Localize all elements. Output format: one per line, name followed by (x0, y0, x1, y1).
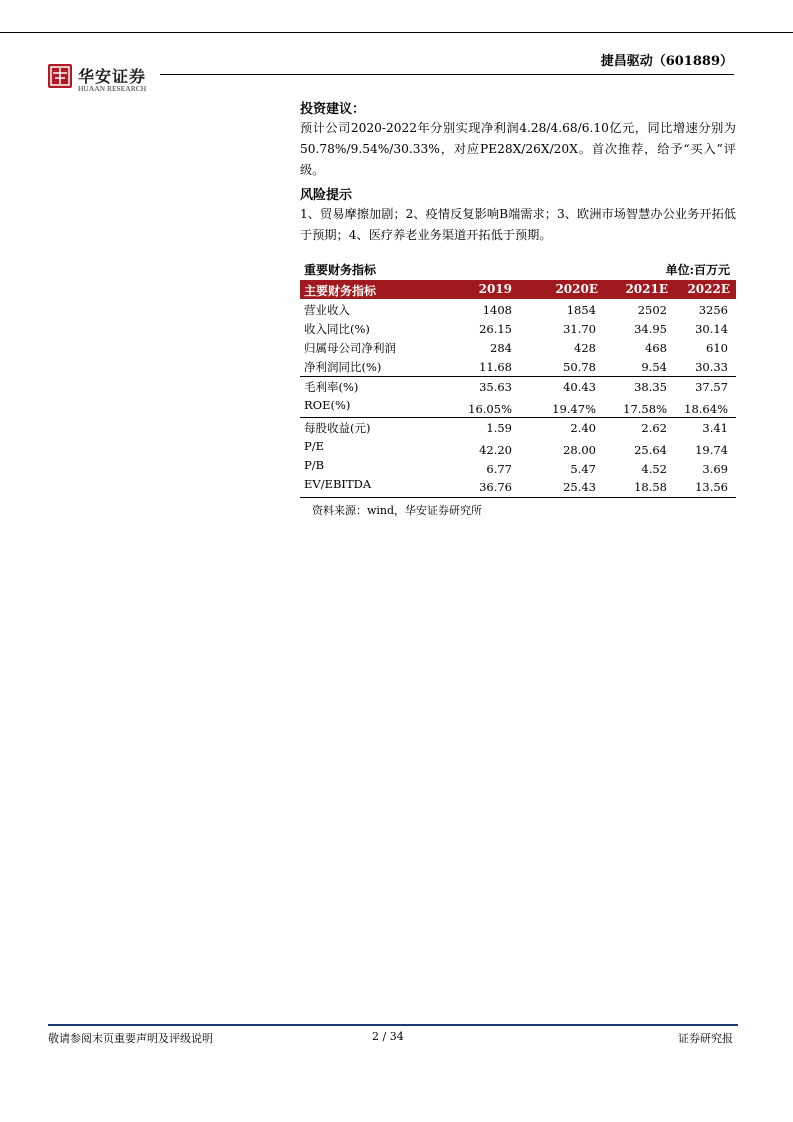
cell-value: 3.69 (702, 462, 728, 476)
cell-value: 11.68 (479, 360, 512, 374)
cell-value: 3.41 (702, 421, 728, 435)
row-label: 净利润同比(%) (304, 360, 382, 374)
row-label: 归属母公司净利润 (304, 341, 396, 355)
risk-title: 风险提示 (300, 188, 353, 203)
table-bottom-rule (300, 497, 736, 498)
cell-value: 6.77 (486, 462, 512, 476)
cell-value: 42.20 (479, 443, 512, 457)
row-label: ROE(%) (304, 398, 351, 412)
investment-text: 预计公司2020-2022年分别实现净利润4.28/4.68/6.10亿元，同比增速分别为50.78%/9.54%/30.33%，对应PE28X/26X/20X。首次推荐，给予“买入”评级。 (300, 121, 736, 177)
row-label: P/B (304, 458, 325, 472)
table-caption: 重要财务指标 (304, 263, 377, 277)
table-row (300, 357, 736, 376)
stock-title: 捷昌驱动（601889） (600, 54, 733, 69)
cell-value: 50.78 (563, 360, 596, 374)
footer-disclaimer: 敬请参阅末页重要声明及评级说明 (48, 1032, 213, 1045)
cell-value: 13.56 (695, 480, 728, 494)
table-source: 资料来源：wind，华安证券研究所 (312, 504, 483, 517)
cell-value: 16.05% (468, 402, 512, 416)
row-label: 每股收益(元) (304, 421, 371, 435)
cell-value: 31.70 (563, 322, 596, 336)
year-header: 2020E (555, 282, 598, 296)
table-row (300, 376, 736, 396)
cell-value: 610 (706, 341, 728, 355)
cell-value: 284 (490, 341, 512, 355)
cell-value: 28.00 (563, 443, 596, 457)
row-label: P/E (304, 439, 325, 453)
cell-value: 40.43 (563, 380, 596, 394)
year-header: 2022E (687, 282, 730, 296)
table-row (300, 417, 736, 437)
table-row (300, 300, 736, 319)
row-label: EV/EBITDA (304, 477, 372, 491)
cell-value: 30.14 (695, 322, 728, 336)
cell-value: 26.15 (479, 322, 512, 336)
cell-value: 2.62 (641, 421, 667, 435)
year-header: 2019 (478, 282, 512, 296)
logo-cn-text: 华安证券 (78, 67, 147, 86)
cell-value: 2502 (637, 303, 667, 317)
cell-value: 35.63 (479, 380, 512, 394)
cell-value: 17.58% (623, 402, 667, 416)
cell-value: 1854 (566, 303, 596, 317)
table-row (300, 396, 736, 417)
cell-value: 25.43 (563, 480, 596, 494)
footer-rule (48, 1024, 738, 1026)
table-header-row (300, 280, 736, 299)
cell-value: 2.40 (570, 421, 596, 435)
table-row (300, 338, 736, 357)
cell-value: 19.47% (552, 402, 596, 416)
cell-value: 468 (645, 341, 667, 355)
cell-value: 428 (574, 341, 596, 355)
cell-value: 30.33 (695, 360, 728, 374)
footer-report-type: 证券研究报 (678, 1032, 733, 1045)
page-number: 2 / 34 (372, 1030, 404, 1043)
cell-value: 36.76 (479, 480, 512, 494)
company-logo (48, 64, 158, 98)
table-unit: 单位:百万元 (665, 263, 730, 277)
row-label: 毛利率(%) (304, 380, 359, 394)
risk-text: 1、贸易摩擦加剧；2、疫情反复影响B端需求；3、欧洲市场智慧办公业务开拓低于预期；4、医疗养老业务渠道开拓低于预期。 (300, 207, 736, 242)
seal-icon (48, 64, 72, 88)
financial-table-body (300, 300, 736, 494)
cell-value: 18.58 (634, 480, 667, 494)
cell-value: 38.35 (634, 380, 667, 394)
investment-title: 投资建议： (300, 102, 366, 117)
header-label: 主要财务指标 (304, 284, 377, 298)
year-header: 2021E (625, 282, 668, 296)
cell-value: 3256 (698, 303, 728, 317)
cell-value: 4.52 (641, 462, 667, 476)
cell-value: 9.54 (641, 360, 667, 374)
cell-value: 34.95 (634, 322, 667, 336)
cell-value: 1.59 (486, 421, 512, 435)
header-rule (160, 74, 734, 75)
cell-value: 25.64 (634, 443, 667, 457)
cell-value: 37.57 (695, 380, 728, 394)
row-label: 收入同比(%) (304, 322, 370, 336)
table-row (300, 319, 736, 338)
logo-en-text: HUAAN RESEARCH (78, 84, 147, 93)
top-border (0, 32, 793, 33)
table-row (300, 456, 736, 475)
cell-value: 1408 (482, 303, 512, 317)
row-label: 营业收入 (304, 303, 350, 317)
table-caption-row (300, 261, 736, 279)
cell-value: 18.64% (684, 402, 728, 416)
cell-value: 19.74 (695, 443, 728, 457)
cell-value: 5.47 (570, 462, 596, 476)
table-row (300, 437, 736, 456)
table-row (300, 475, 736, 494)
